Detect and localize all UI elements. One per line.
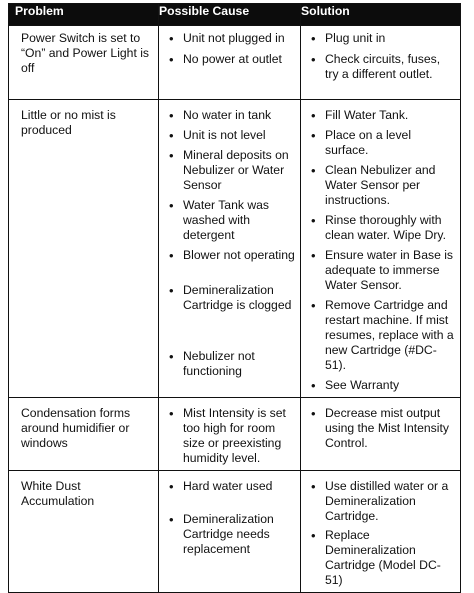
- problem-cell: Power Switch is set to “On” and Power Light is off: [9, 26, 159, 100]
- list-item: • Unit is not level: [169, 128, 266, 143]
- list-item: • Place on a level surface.: [311, 128, 412, 157]
- list-item: • Plug unit in: [311, 31, 386, 46]
- problem-cell: Condensation forms around humidifier or windows: [9, 398, 159, 471]
- cause-cell: [159, 26, 301, 100]
- list-item: • Mist Intensity is set too high for room size or preexisting humidity level.: [169, 406, 286, 465]
- list-item: • Blower not operating: [169, 248, 295, 263]
- problem-cell: Little or no mist is produced: [9, 100, 159, 398]
- list-item: • Clean Nebulizer and Water Sensor per instructions.: [311, 163, 436, 207]
- table-row: [9, 398, 461, 471]
- list-item: • No power at outlet: [169, 52, 282, 67]
- list-item: • Nebulizer not functioning: [169, 349, 255, 378]
- table-header-row: [9, 4, 461, 26]
- problem-cell: White Dust Accumulation: [9, 471, 159, 593]
- solution-cell: [301, 398, 461, 471]
- list-item: • Demineralization Cartridge is clogged: [169, 283, 292, 312]
- list-item: • Replace Demineralization Cartridge (Model DC-51): [311, 528, 441, 587]
- list-item: • Use distilled water or a Demineralization Cartridge.: [311, 479, 449, 523]
- list-item: • Check circuits, fuses, try a different outlet.: [311, 52, 441, 81]
- list-item: • Demineralization Cartridge needs replacement: [169, 512, 274, 556]
- table-row: [9, 26, 461, 100]
- solution-cell: [301, 100, 461, 398]
- cause-cell: [159, 100, 301, 398]
- list-item: • Unit not plugged in: [169, 31, 285, 46]
- list-item: • See Warranty: [311, 378, 400, 393]
- table-row: [9, 471, 461, 593]
- solution-cell: [301, 26, 461, 100]
- header-solution: Solution: [301, 4, 461, 26]
- troubleshooting-table: [8, 3, 461, 593]
- table-row: [9, 100, 461, 398]
- list-item: • Hard water used: [169, 479, 273, 494]
- list-item: • Water Tank was washed with detergent: [169, 198, 270, 242]
- list-item: • Decrease mist output using the Mist Intensity Control.: [311, 406, 449, 450]
- list-item: • Remove Cartridge and restart machine. If mist resumes, replace with a new Cartridge (#DC-51).: [311, 298, 454, 372]
- list-item: • Mineral deposits on Nebulizer or Water Sensor: [169, 148, 289, 192]
- cause-cell: [159, 398, 301, 471]
- list-item: • No water in tank: [169, 108, 272, 123]
- solution-cell: [301, 471, 461, 593]
- list-item: • Ensure water in Base is adequate to immerse Water Sensor.: [311, 248, 454, 292]
- cause-cell: [159, 471, 301, 593]
- header-problem: Problem: [9, 4, 159, 26]
- header-possible-cause: Possible Cause: [159, 4, 301, 26]
- list-item: • Fill Water Tank.: [311, 108, 409, 123]
- list-item: • Rinse thoroughly with clean water. Wipe Dry.: [311, 213, 447, 242]
